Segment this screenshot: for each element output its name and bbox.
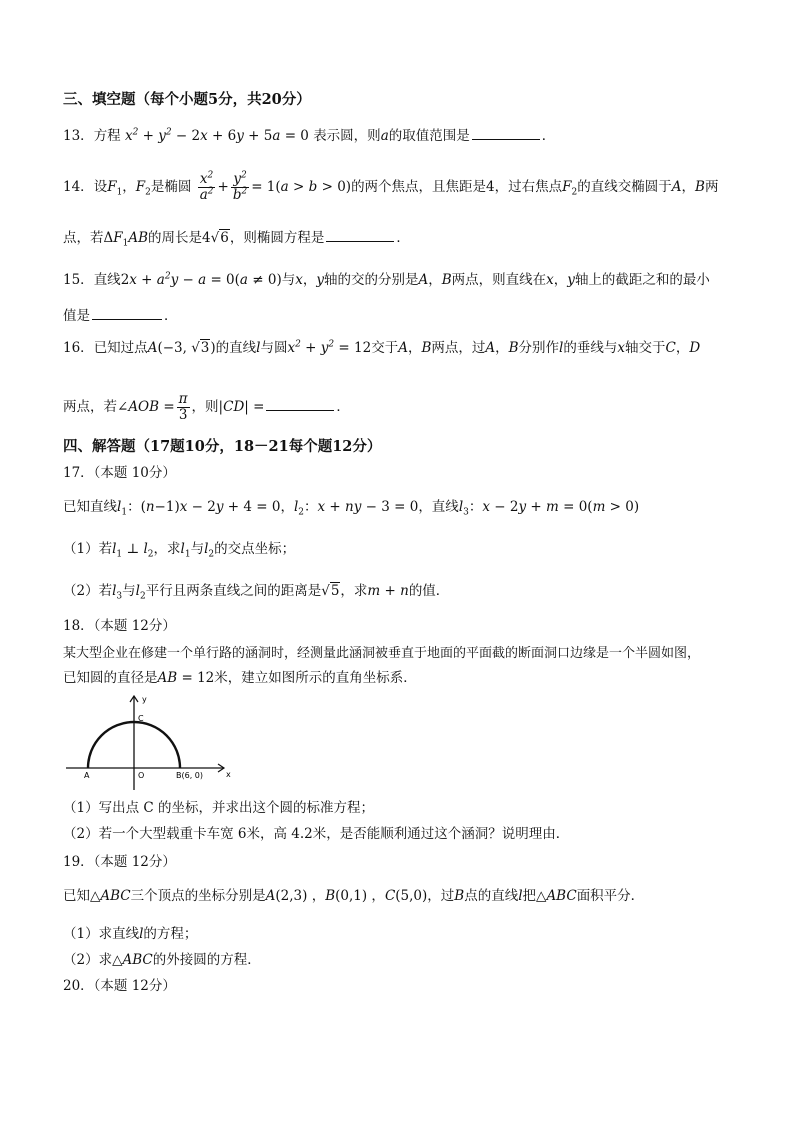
answer-blank-15[interactable] [92, 306, 162, 320]
question-16-cont: 两点，若∠AOB = $\frac{\pi}{3}$ ，则|CD| = ． [63, 391, 350, 423]
question-14-cont: 点，若$\Delta F_1AB$的周长是4√6，则椭圆方程是 ． [63, 230, 410, 249]
question-18-body-2: 已知圆的直径是AB = 12米，建立如图所示的直角坐标系． [63, 670, 417, 686]
origin-label: O [138, 771, 145, 780]
question-19-title: 19．（本题 12分） [63, 854, 176, 870]
y-axis-label: y [142, 695, 147, 704]
semicircle-figure [60, 692, 240, 792]
question-15-cont: 值是 ． [63, 308, 178, 324]
question-18-part-1: （1）写出点 C 的坐标，并求出这个圆的标准方程； [63, 800, 375, 816]
question-16: 16．已知过点A(−3, √3)的直线l与圆$x^2 + y^2 = 12$交于A，B两点，过A，B分别作l的垂线与x轴交于C，D [63, 339, 701, 356]
question-20-title: 20．（本题 12分） [63, 978, 176, 994]
question-13: 13．方程 $x^2 + y^2 - 2x + 6y + 5a = 0$ 表示圆，则a的取值范围是 ． [63, 127, 556, 144]
question-18-body-1: 某大型企业在修建一个单行路的涵洞时，经测量此涵洞被垂直于地面的平面截的断面洞口边缘是一个半圆如图， [63, 646, 701, 661]
answer-blank-14[interactable] [326, 228, 394, 242]
point-c-label: C [138, 714, 144, 723]
question-17: 已知直线$l_1$：(n−1)x − 2y + 4 = 0，$l_2$：x + ny − 3 = 0，直线$l_3$：x − 2y + m = 0(m > 0) [63, 499, 640, 518]
question-14: 14．设$F_1$，$F_2$是椭圆 $\frac{x^2}{a^2}$ + $\frac{y^2}{b^2}$ = 1(a > b > 0)的两个焦点，且焦距是4，过右焦点$F_2$的直线交椭圆于A，B两 [63, 170, 719, 203]
question-17-part-2: （2）若$l_3$与$l_2$平行且两条直线之间的距离是√5，求m + n的值． [63, 583, 450, 602]
point-b-label: B(6, 0) [176, 771, 203, 780]
question-18-title: 18．（本题 12分） [63, 618, 176, 634]
question-19: 已知△ABC三个顶点的坐标分别是A(2,3) ，B(0,1) ，C(5,0)，过B点的直线l把△ABC面积平分． [63, 888, 645, 904]
answer-blank-13[interactable] [472, 126, 540, 140]
x-axis-label: x [226, 770, 231, 779]
question-17-title: 17．（本题 10分） [63, 465, 176, 481]
question-17-part-1: （1）若$l_1$ ⊥ $l_2$，求$l_1$与$l_2$的交点坐标； [63, 541, 296, 560]
question-18-part-2: （2）若一个大型载重卡车宽 6米，高 4.2米，是否能顺利通过这个涵洞？说明理由． [63, 826, 570, 842]
answer-blank-16[interactable] [266, 397, 334, 411]
section-3-heading: 三、填空题（每个小题5分，共20分） [63, 91, 311, 108]
section-4-heading: 四、解答题（17题10分，18－21每个题12分） [63, 438, 382, 455]
point-a-label: A [84, 771, 90, 780]
question-19-part-2: （2）求△ABC的外接圆的方程． [63, 952, 261, 968]
question-15: 15．直线$2x + a^2y - a = 0(a \ne 0)$与x，y轴的交的分别是A，B两点，则直线在x，y轴上的截距之和的最小 [63, 271, 710, 288]
question-19-part-1: （1）求直线l的方程； [63, 926, 198, 942]
